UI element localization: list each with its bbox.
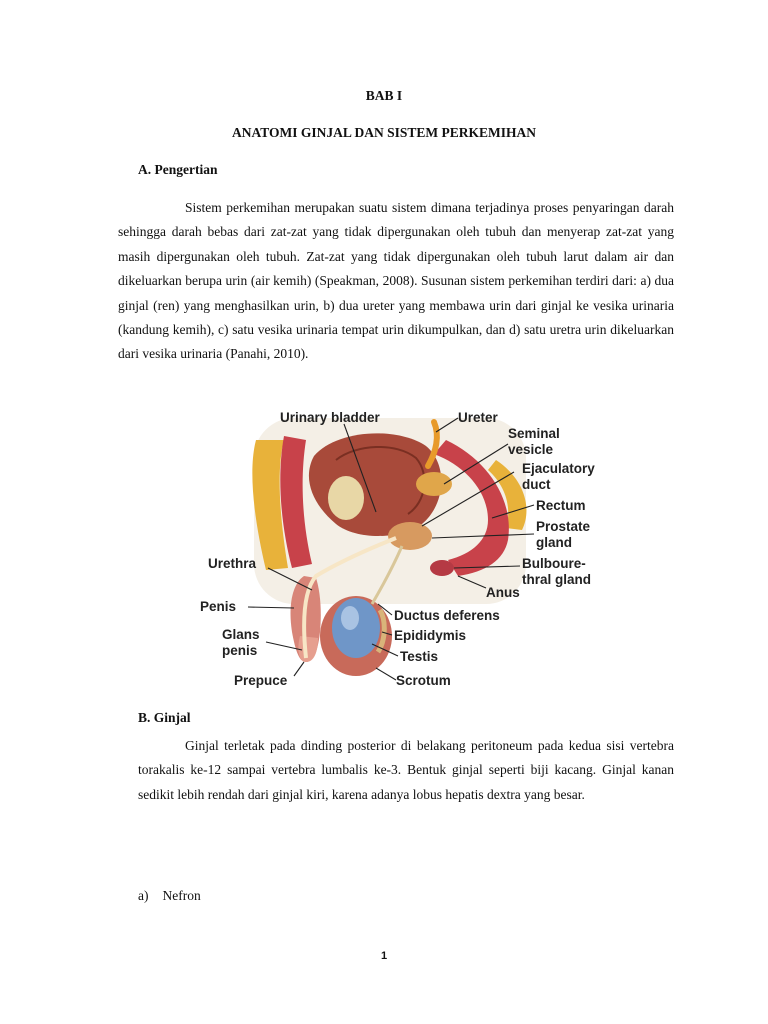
label-seminal-1: Seminal [508,426,560,441]
page-number: 1 [380,950,388,962]
leader-prepuce [294,662,304,676]
label-glans-1: Glans [222,627,260,642]
label-bulbourethral-2: thral gland [522,572,592,587]
section-b-paragraph [138,734,674,807]
label-seminal-2: vesicle [508,442,554,457]
section-a-heading: A. Pengertian [138,162,218,177]
leader-scrotum [376,668,396,680]
label-ductus-deferens: Ductus deferens [394,608,500,623]
section-a-paragraph-text: Sistem perkemihan merupakan suatu sistem dimana terjadinya proses penyaringan darah sehingga darah bebas dari zat-zat yang tidak dipergunakan oleh tubuh dan menyerap zat-zat yang masih dipergunakan oleh tubuh. Zat-zat yang tidak dipergunakan oleh tubuh larut dalam air dan dikeluarkan berupa urin (air kemih) (Speakman, 2008). Susunan sistem perkemihan terdiri dari: a) dua ginjal (ren) yang menghasilkan urin, b) dua ureter yang membawa urin dari ginjal ke vesika urinaria (kandung kemih), c) satu vesika urinaria tempat urin dikumpulkan, dan d) satu uretra urin dikeluarkan dari vesika urinaria (Panahi, 2010). [118,200,674,362]
label-rectum: Rectum [536,498,586,513]
pubic-bone [328,476,364,520]
label-urethra: Urethra [208,556,257,571]
label-scrotum: Scrotum [396,673,451,688]
section-b-paragraph-text: Ginjal terletak pada dinding posterior di belakang peritoneum pada kedua sisi vertebra torakalis ke-12 sampai vertebra lumbalis ke-3. Bentuk ginjal seperti biji kacang. Ginjal kanan sedikit lebih rendah dari ginjal kiri, karena adanya lobus hepatis dextra yang besar. [138,738,674,802]
chapter-title: ANATOMI GINJAL DAN SISTEM PERKEMIHAN [231,125,537,140]
section-b-heading: B. Ginjal [138,710,191,725]
male-urinary-anatomy-figure [196,400,616,696]
prostate-shape [388,522,432,550]
label-penis: Penis [200,599,237,614]
seminal-vesicle-shape [416,472,452,496]
subsection-a [138,888,201,904]
bulbourethral-shape [430,560,454,576]
glans-shape [298,636,318,662]
label-prostate-1: Prostate [536,519,591,534]
label-ureter: Ureter [458,410,498,425]
label-prepuce: Prepuce [234,673,288,688]
subsection-a-marker: a) [138,888,149,903]
label-prostate-2: gland [536,535,572,550]
subsection-a-title: Nefron [162,888,201,903]
label-urinary-bladder: Urinary bladder [280,410,380,425]
testis-highlight [341,606,359,630]
label-glans-2: penis [222,643,258,658]
label-epididymis: Epididymis [394,628,467,643]
leader-penis [248,607,294,608]
label-anus: Anus [486,585,520,600]
label-ejaculatory-2: duct [522,477,551,492]
label-testis: Testis [400,649,439,664]
label-bulbourethral-1: Bulboure- [522,556,586,571]
chapter-number: BAB I [365,88,403,103]
testis-shape [332,598,380,658]
section-a-paragraph [118,196,674,367]
label-ejaculatory-1: Ejaculatory [522,461,595,476]
